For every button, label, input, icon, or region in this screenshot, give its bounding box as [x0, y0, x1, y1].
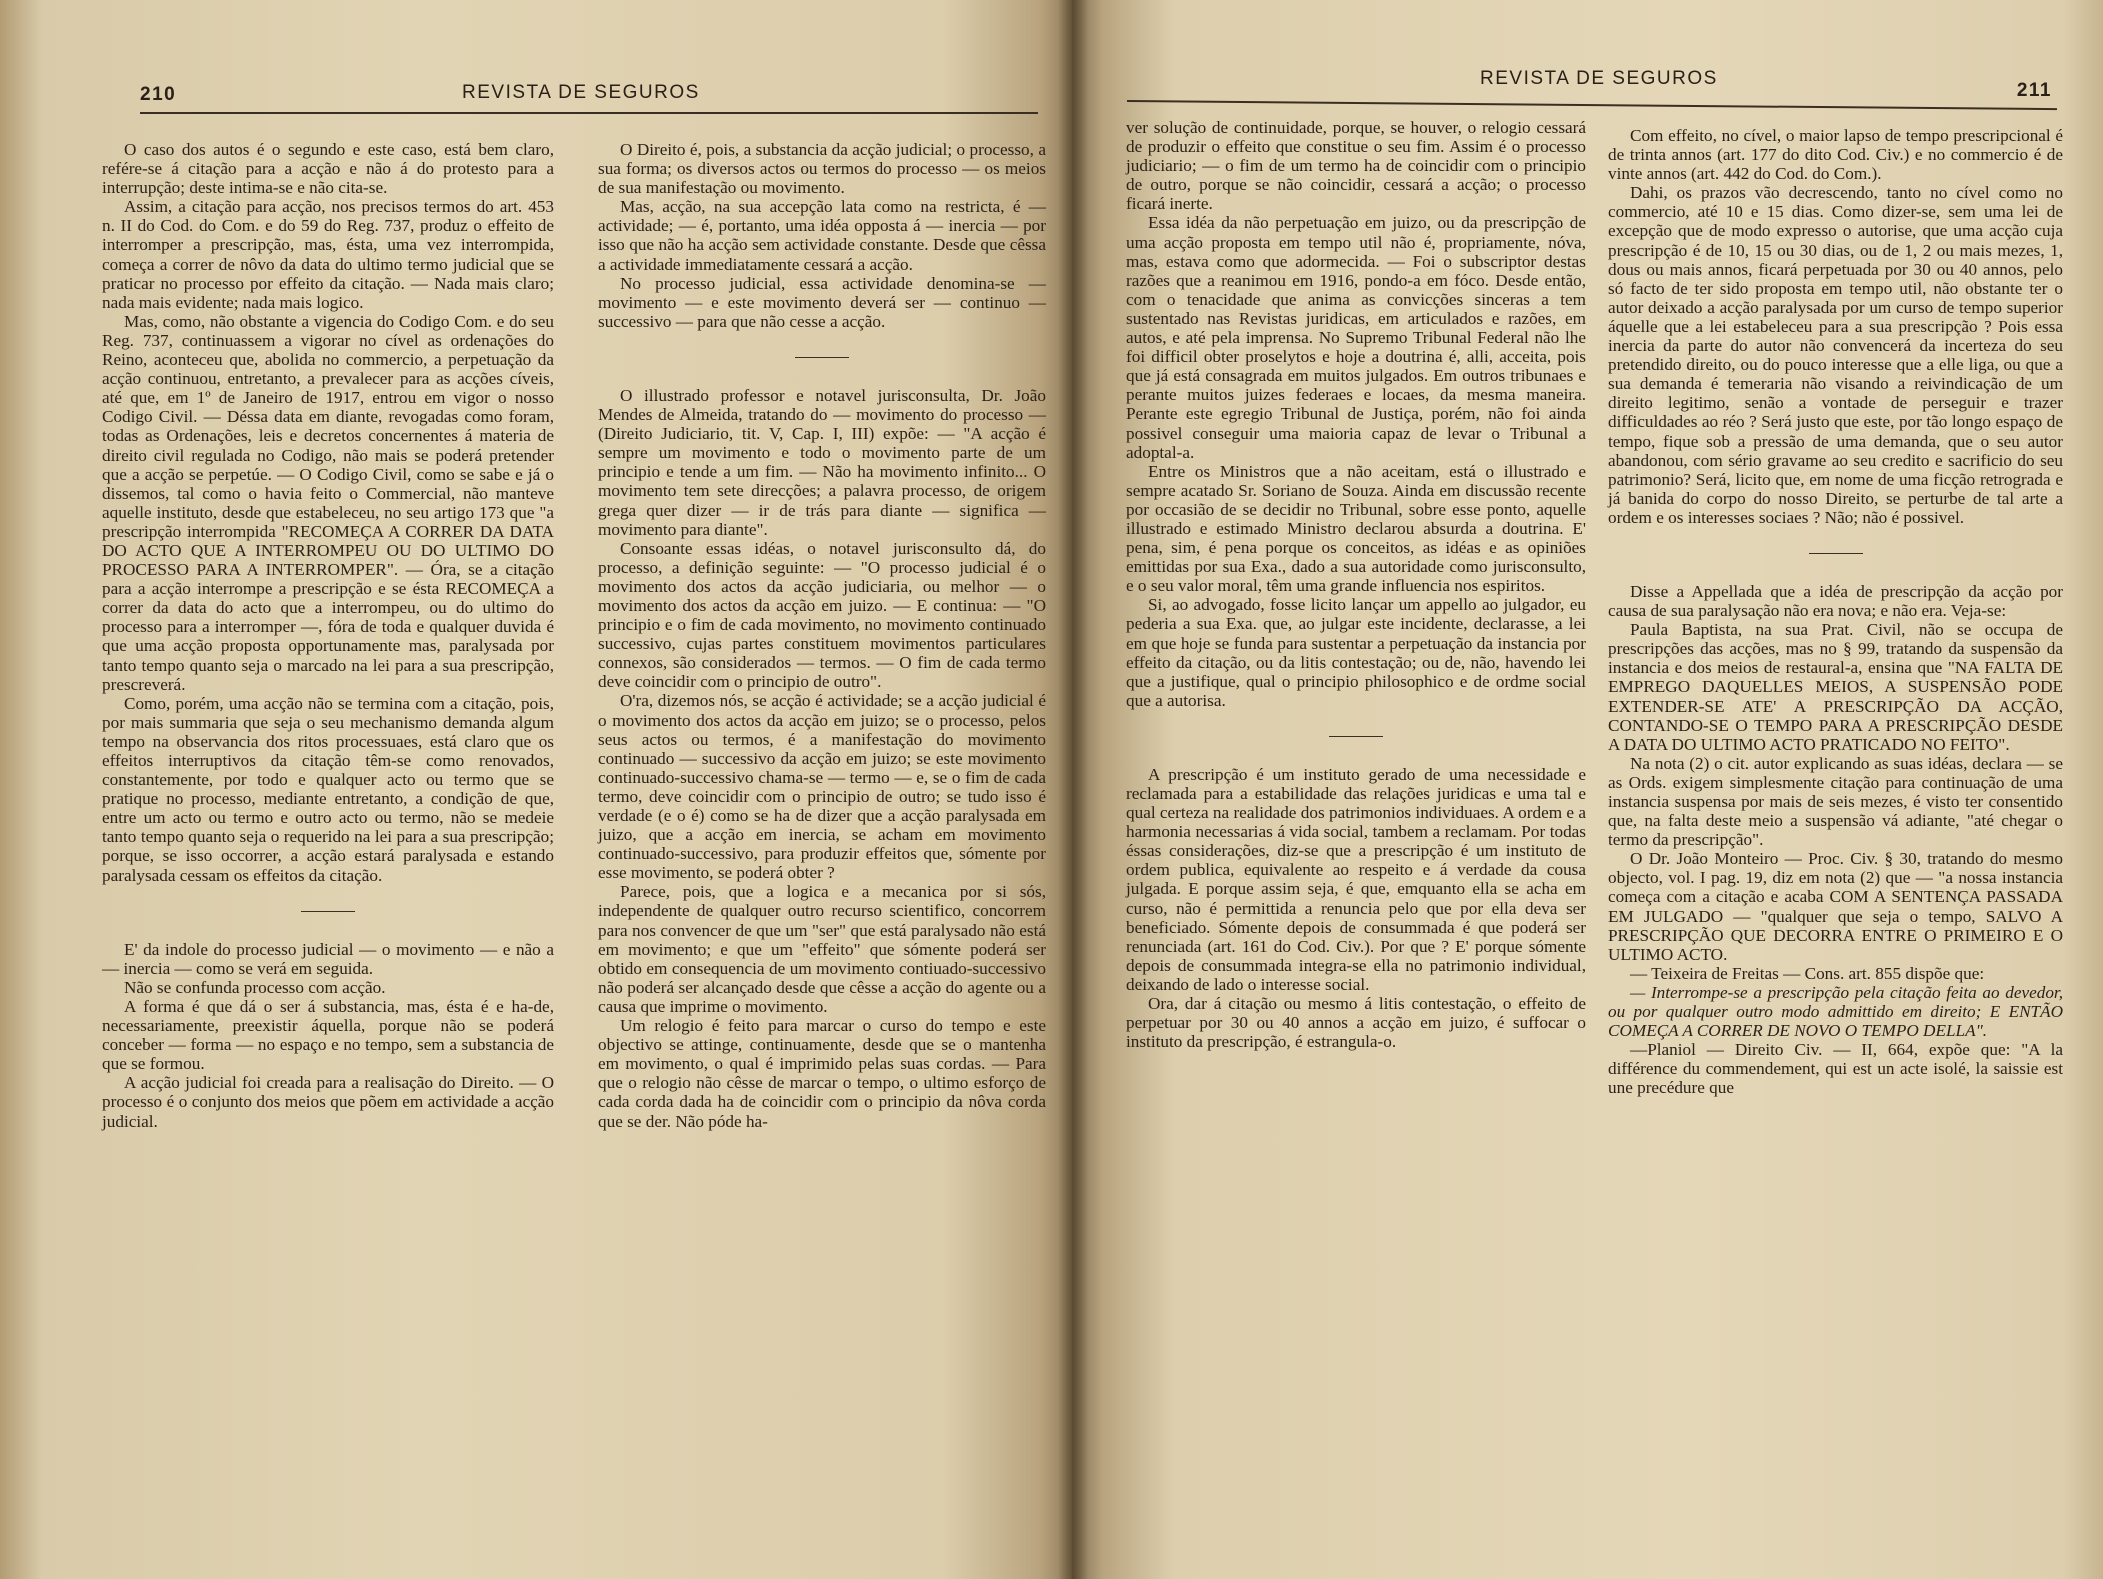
paragraph: A acção judicial foi creada para a realisação do Direito. — O processo é o conjunto dos meios que põem em actividade a acção judicial.	[102, 1073, 554, 1131]
paragraph: Com effeito, no cível, o maior lapso de tempo prescripcional é de trinta annos (art. 177 do dito Cod. Civ.) e no commercio é de vinte annos (art. 442 do Cod. do Com.).	[1608, 126, 2063, 184]
paragraph: A prescripção é um instituto gerado de uma necessidade e reclamada para a estabilidade das relações juridicas e uma tal e qual certeza na realidade dos patrimonios individuaes. A ordem e a harmonia necessarias á vida social, tambem a reclamam. Por todas éssas considerações, diz-se que a prescripção é um instituto de ordem publica, equivalente ao respeito e á verdade da cousa julgada. E porque assim seja, é que, emquanto ella se acha em curso, não é permittida a renuncia pelo que por ella deva ser beneficiado. Sómente depois de consummada é que poderá ser renunciada (art. 161 do Cod. Civ.). Por que ? E' porque sómente depois de consummada integra-se ella no patrimonio individual, deixando de lado o interesse social.	[1126, 764, 1586, 994]
paragraph: Dahi, os prazos vão decrescendo, tanto no cível como no commercio, até 10 e 15 dias. Como dizer-se, sem uma lei de excepção que de modo expresso o autorise, que uma acção cuja prescripção é de 10, 15 ou 30 dias, ou de 1, 2 ou mais mezes, 1, dous ou mais annos, ficará perpetuada por 30 ou 40 annos, pelo só facto de ter sido proposta em tempo util, não obstante ter o autor deixado a acção paralysada por um curso de tempo superior áquelle que a lei estabeleceu para a sua prescripção ? Pois essa inercia da parte do autor não convencerá da incerteza do seu pretendido direito, ou do pouco interesse que a elle liga, ou que a sua demanda é temeraria não visando a reivindicação de um direito legitimo, senão a vontade de perseguir e trazer difficuldades ao réo ? Será justo que este, por tão longo espaço de tempo, fique sob a pressão de uma demanda, que o seu autor abandonou, com sério gravame ao seu credito e sacrificio do seu patrimonio? Será, licito que, em nome de uma ficção retrograda e já banida do corpo do nosso Direito, se perturbe de tal arte a ordem e os interesses sociaes ? Não; não é possivel.	[1608, 183, 2063, 527]
paragraph: No processo judicial, essa actividade denomina-se — movimento — e este movimento deverá ser — continuo — successivo — para que não cesse a acção.	[598, 273, 1046, 331]
paragraph: — Teixeira de Freitas — Cons. art. 855 dispõe que:	[1630, 963, 1985, 983]
right-page-header	[1127, 68, 2052, 101]
paragraph: O caso dos autos é o segundo e este caso, está bem claro, refére-se á citação para a acção e não á do protesto para a interrupção; deste intima-se e não cita-se.	[102, 140, 554, 198]
section-divider	[301, 911, 355, 912]
left-page-number: 210	[140, 84, 177, 105]
right-page-number: 211	[2016, 80, 2052, 101]
section-divider	[795, 357, 849, 358]
paragraph: O Dr. João Monteiro — Proc. Civ. § 30, tratando do mesmo objecto, vol. I pag. 19, diz em nota (2) que — "a nossa instancia começa com a citação e acaba COM A SENTENÇA PASSADA EM JULGADO — "qualquer que seja o tempo, SALVO A PRESCRIPÇÃO QUE DECORRA ENTRE O PRIMEIRO E O ULTIMO ACTO.	[1608, 849, 2063, 964]
paragraph: O illustrado professor e notavel jurisconsulta, Dr. João Mendes de Almeida, tratando do — movimento do processo — (Direito Judiciario, tit. V, Cap. I, III) expõe: — "A acção é sempre um movimento e todo o movimento parte de um principio e tende a um fim. — Não ha movimento infinito... O movimento tem sete direcções; a palavra processo, de origem grega quer dizer — ir de trás para diante — significa — movimento para diante".	[598, 385, 1046, 539]
paragraph: —Planiol — Direito Civ. — II, 664, expõe que: "A la différence du commendement, qui est un acte isolé, la saissie est une precédure que	[1608, 1040, 2063, 1098]
paragraph: Entre os Ministros que a não aceitam, está o illustrado e sempre acatado Sr. Soriano de Souza. Ainda em discussão recente por occasião de se decidir no Tribunal, sobre esse ponto, aquelle illustrado e estimado Ministro declarou absurda a doutrina. E' pena, sim, é pena porque os conceitos, as idéas e as opiniões emittidas por sua Exa., dado a sua autoridade como jurisconsulto, e o seu valor moral, têm uma grande influencia nos espiritos.	[1126, 461, 1586, 596]
paragraph: Essa idéa da não perpetuação em juizo, ou da prescripção de uma acção proposta em tempo util não é, propriamente, nóva, mas, estava como que adormecida. — Foi o subscriptor destas razões que a reanimou em 1916, pondo-a em fóco. Desde então, com o tenacidade que anima as convicções sinceras a tem sustentado nas Revistas juridicas, em articulados e razões, em autos, e até pela imprensa. No Supremo Tribunal Federal não lhe foi difficil obter proselytos e hoje a doutrina é, alli, acceita, pois que já está consagrada em muitos julgados. Em outros tribunaes e perante muitos juizes federaes e locaes, da mesma maneira. Perante este egregio Tribunal de Justiça, porém, não foi ainda possivel conseguir uma maioria capaz de levar o Tribunal a adoptal-a.	[1126, 213, 1586, 462]
paragraph: Parece, pois, que a logica e a mecanica por si sós, independente de qualquer outro recurso scientifico, concorrem para nos convencer de que um "ser" que está paralysado não está em movimento; e que um "effeito" que sómente poderá ser obtido em consequencia de um movimento contiuado-successivo não poderá ser alcançado desde que cêsse a acção do agente ou a causa que imprime o movimento.	[598, 882, 1046, 1016]
section-divider	[1329, 736, 1383, 737]
paragraph: Um relogio é feito para marcar o curso do tempo e este objectivo se attinge, continuamente, desde que se o mantenha em movimento, o qual é imprimido pelas suas cordas. — Para que o relogio não cêsse de marcar o tempo, o ultimo esforço de cada corda dada ha de coincidir com o principio da nôva corda que se der. Não póde ha-	[598, 1016, 1046, 1131]
left-column-1	[102, 140, 554, 1131]
paragraph: Na nota (2) o cit. autor explicando as suas idéas, declara — se as Ords. exigem simplesmente citação para continuação de uma instancia suspensa por mais de seis mezes, é visto ter consentido que, na falta deste meio a suspensão vá adiante, "até chegar o termo da prescripção".	[1608, 753, 2063, 850]
paragraph: Não se confunda processo com acção.	[124, 977, 386, 997]
paragraph: O'ra, dizemos nós, se acção é actividade; se a acção judicial é o movimento dos actos da acção em juizo; se o processo, pelos seus actos ou termos, é a manifestação do movimento continuado — successivo da acção em juizo; se este movimento continuado-successivo chama-se — termo — e, se o fim de cada termo, deve coincidir com o principio de outro; se tudo isso é verdade (e o é) como se ha de dizer que a acção paralysada em juizo, que a acção em inercia, se acham em movimento continuado-successivo, para produzir effeitos que, sómente por esse movimento, se poderá obter ?	[598, 691, 1046, 883]
paragraph: Disse a Appellada que a idéa de prescripção da acção por causa de sua paralysação não era nova; e não era. Veja-se:	[1608, 581, 2063, 621]
paragraph: Consoante essas idéas, o notavel jurisconsulto dá, do processo, a definição seguinte: — "O processo judicial é o movimento dos actos da acção judiciaria, ou melhor — o movimento dos actos da acção em juizo. — E continua: — "O principio e o fim de cada movimento, no movimento continuado successivo, cujas partes constituem movimentos particulares connexos, são considerados — termos. — O fim de cada termo deve coincidir com o principio de outro".	[598, 538, 1046, 692]
paragraph: Como, porém, uma acção não se termina com a citação, pois, por mais summaria que seja o seu mechanismo demanda algum tempo na observancia dos ritos processuaes, está claro que os effeitos interruptivos da citação têm-se como renovados, constantemente, por todo e qualquer acto ou termo que se pratique no processo, mediante entretanto, a condição de que, entre um acto ou termo e outro acto ou termo, não se medeie tanto tempo quanto seja o requerido na lei para a sua prescripção; porque, se isso occorrer, a acção estará paralysada e estando paralysada cessam os effeitos da citação.	[102, 693, 554, 885]
section-divider	[1809, 553, 1863, 554]
left-header-rule	[140, 112, 1038, 114]
right-running-title: REVISTA DE SEGUROS	[1480, 68, 1718, 89]
right-column-1	[1126, 118, 1586, 1051]
paragraph: Mas, acção, na sua accepção lata como na restricta, é — actividade; — é, portanto, uma idéa opposta á — inercia — por isso que não ha acção sem actividade constante. Desde que cêssa a actividade immediatamente cessará a acção.	[598, 197, 1046, 274]
paragraph: O Direito é, pois, a substancia da acção judicial; o processo, a sua forma; os diversos actos ou termos do processo — os meios de sua manifestação ou movimento.	[598, 140, 1046, 198]
paragraph: — Interrompe-se a prescripção pela citação feita ao devedor, ou por qualquer outro modo admittido em direito; E ENTÃO COMEÇA A CORRER DE NOVO O TEMPO DELLA".	[1608, 982, 2063, 1041]
paragraph: Ora, dar á citação ou mesmo á litis contestação, o effeito de perpetuar por 30 ou 40 annos a acção em juizo, é suffocar o instituto da prescripção, é estrangula-o.	[1126, 994, 1586, 1052]
right-column-2	[1608, 126, 2063, 1098]
paragraph: Si, ao advogado, fosse licito lançar um appello ao julgador, eu pederia a sua Exa. que, ao julgar este incidente, declarasse, a lei em que hoje se funda para sustentar a perpetuação da instancia por effeito da citação, ou da litis contestação; ou de, não, havendo lei que a justifique, qual o principio philosophico e de ordme social que a autorisa.	[1126, 595, 1586, 710]
left-column-2	[598, 140, 1046, 1131]
paragraph: ver solução de continuidade, porque, se houver, o relogio cessará de produzir o effeito que constitue o seu fim. Assim é o processo judiciario; — o fim de um termo ha de coincidir com o principio de outro, porque se não coincidir, cessará a acção; o processo ficará inerte.	[1126, 118, 1586, 214]
right-header-rule	[1127, 100, 2057, 110]
left-page-header	[140, 82, 1038, 112]
paragraph: Mas, como, não obstante a vigencia do Codigo Com. e do seu Reg. 737, continuassem a vigorar no cível as ordenações do Reino, aconteceu que, abolida no commercio, a perpetuação da acção continuou, entretanto, a prevalecer para as acções cíveis, até que, em 1º de Janeiro de 1917, entrou em vigor o nosso Codigo Civil. — Déssa data em diante, revogadas como foram, todas as Ordenações, leis e decretos concernentes á materia de direito civil regulada no Codigo, não mais se poderá pretender que a acção se perpetúe. — O Codigo Civil, como se sabe e já o dissemos, tal como o havia feito o Commercial, não manteve aquelle instituto, desde que estabeleceu, no seu artigo 173 que "a prescripção interrompida "RECOMEÇA A CORRER DA DATA DO ACTO QUE A INTERROMPEU OU DO ULTIMO DO PROCESSO PARA A INTERROMPER". — Óra, se a citação para a acção interrompe a prescripção e se ésta RECOMEÇA a correr da data do acto que a interrompeu, ou do ultimo do processo para a interromper —, fóra de toda e qualquer duvida é que uma acção proposta opportunamente mas, paralysada por tanto tempo quanto seja o marcado na lei para a sua prescripção, prescreverá.	[102, 311, 554, 694]
paragraph: Paula Baptista, na sua Prat. Civil, não se occupa de prescripções das acções, mas no § 99, tratando da suspensão da instancia e dos meios de restaural-a, ensina que "NA FALTA DE EMPREGO DAQUELLES MEIOS, A SUSPENSÃO PODE EXTENDER-SE ATE' A PRESCRIPÇÃO DA ACÇÃO, CONTANDO-SE O TEMPO PARA A PRESCRIPÇÃO DESDE A DATA DO ULTIMO ACTO PRATICADO NO FEITO".	[1608, 620, 2063, 754]
paragraph: A forma é que dá o ser á substancia, mas, ésta é e ha-de, necessariamente, preexistir áquella, porque não se poderá conceber — forma — no espaço e no tempo, sem a substancia de que se formou.	[102, 996, 554, 1074]
paragraph: E' da indole do processo judicial — o movimento — e não a — inercia — como se verá em seguida.	[102, 939, 554, 978]
paragraph: Assim, a citação para acção, nos precisos termos do art. 453 n. II do Cod. do Com. e do 59 do Reg. 737, produz o effeito de interromper a prescripção, mas, ésta, uma vez interrompida, começa a correr de nôvo da data do ultimo termo judicial que se praticar no processo por effeito da citação. — Nada mais claro; nada mais evidente; nada mais logico.	[102, 197, 554, 312]
left-running-title: REVISTA DE SEGUROS	[462, 82, 700, 103]
right-page	[1072, 0, 2103, 1579]
